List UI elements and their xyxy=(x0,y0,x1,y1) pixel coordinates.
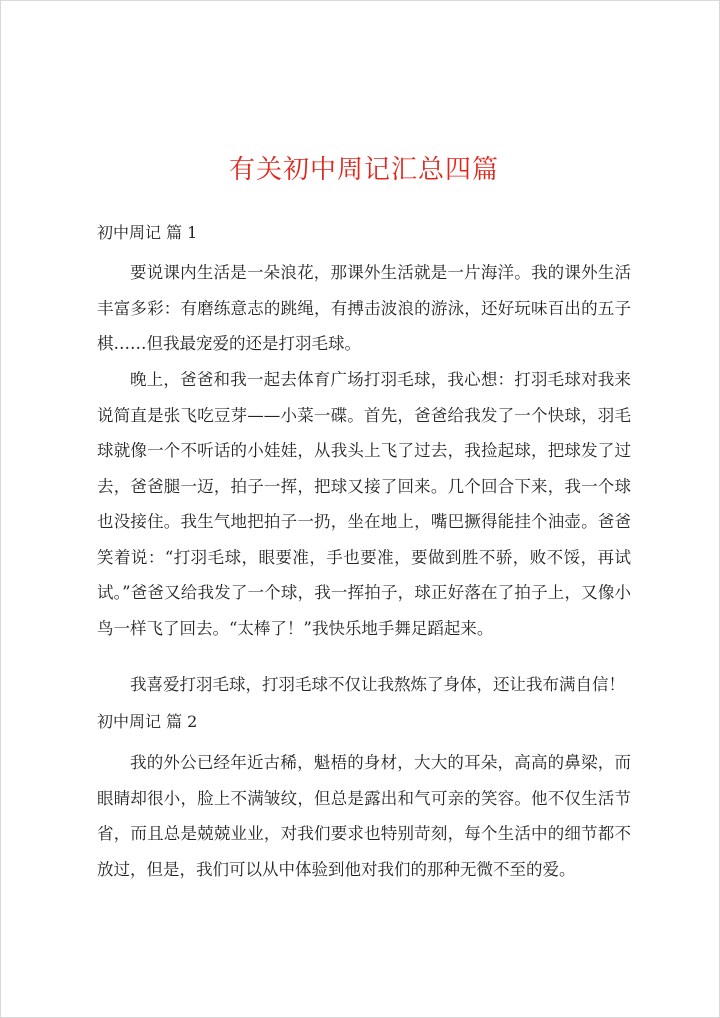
section-1-paragraph-2: 晚上，爸爸和我一起去体育广场打羽毛球，我心想：打羽毛球对我来说简直是张飞吃豆芽——小菜一碟。首先，爸爸给我发了一个快球，羽毛球就像一个不听话的小娃娃，从我头上飞了过去，我捡起球，把球发了过去，爸爸腿一迈，拍子一挥，把球又接了回来。几个回合下来，我一个球也没接住。我生气地把拍子一扔，坐在地上，嘴巴撅得能挂个油壶。爸爸笑着说：“打羽毛球，眼要准，手也要准，要做到胜不骄，败不馁，再试试。”爸爸又给我发了一个球，我一挥拍子，球正好落在了拍子上，又像小鸟一样飞了回去。“太棒了！”我快乐地手舞足蹈起来。 xyxy=(97,370,631,638)
section-1-paragraph-3: 我喜爱打羽毛球，打羽毛球不仅让我熬炼了身体，还让我布满自信！ xyxy=(130,675,625,694)
section-2-paragraph-1: 我的外公已经年近古稀，魁梧的身材，大大的耳朵，高高的鼻梁，而眼睛却很小，脸上不满皱纹，但总是露出和气可亲的笑容。他不仅生活节省，而且总是兢兢业业，对我们要求也特别苛刻，每个生活中的细节都不放过，但是，我们可以从中体验到他对我们的那种无微不至的爱。 xyxy=(97,753,631,879)
section-1-paragraph-1: 要说课内生活是一朵浪花，那课外生活就是一片海洋。我的课外生活丰富多彩：有磨练意志的跳绳，有搏击波浪的游泳，还好玩味百出的五子棋……但我最宠爱的还是打羽毛球。 xyxy=(97,263,631,353)
document-title: 有关初中周记汇总四篇 xyxy=(228,155,499,185)
section-2-label: 初中周记 篇 2 xyxy=(97,712,198,731)
section-1-label: 初中周记 篇 1 xyxy=(97,223,198,242)
